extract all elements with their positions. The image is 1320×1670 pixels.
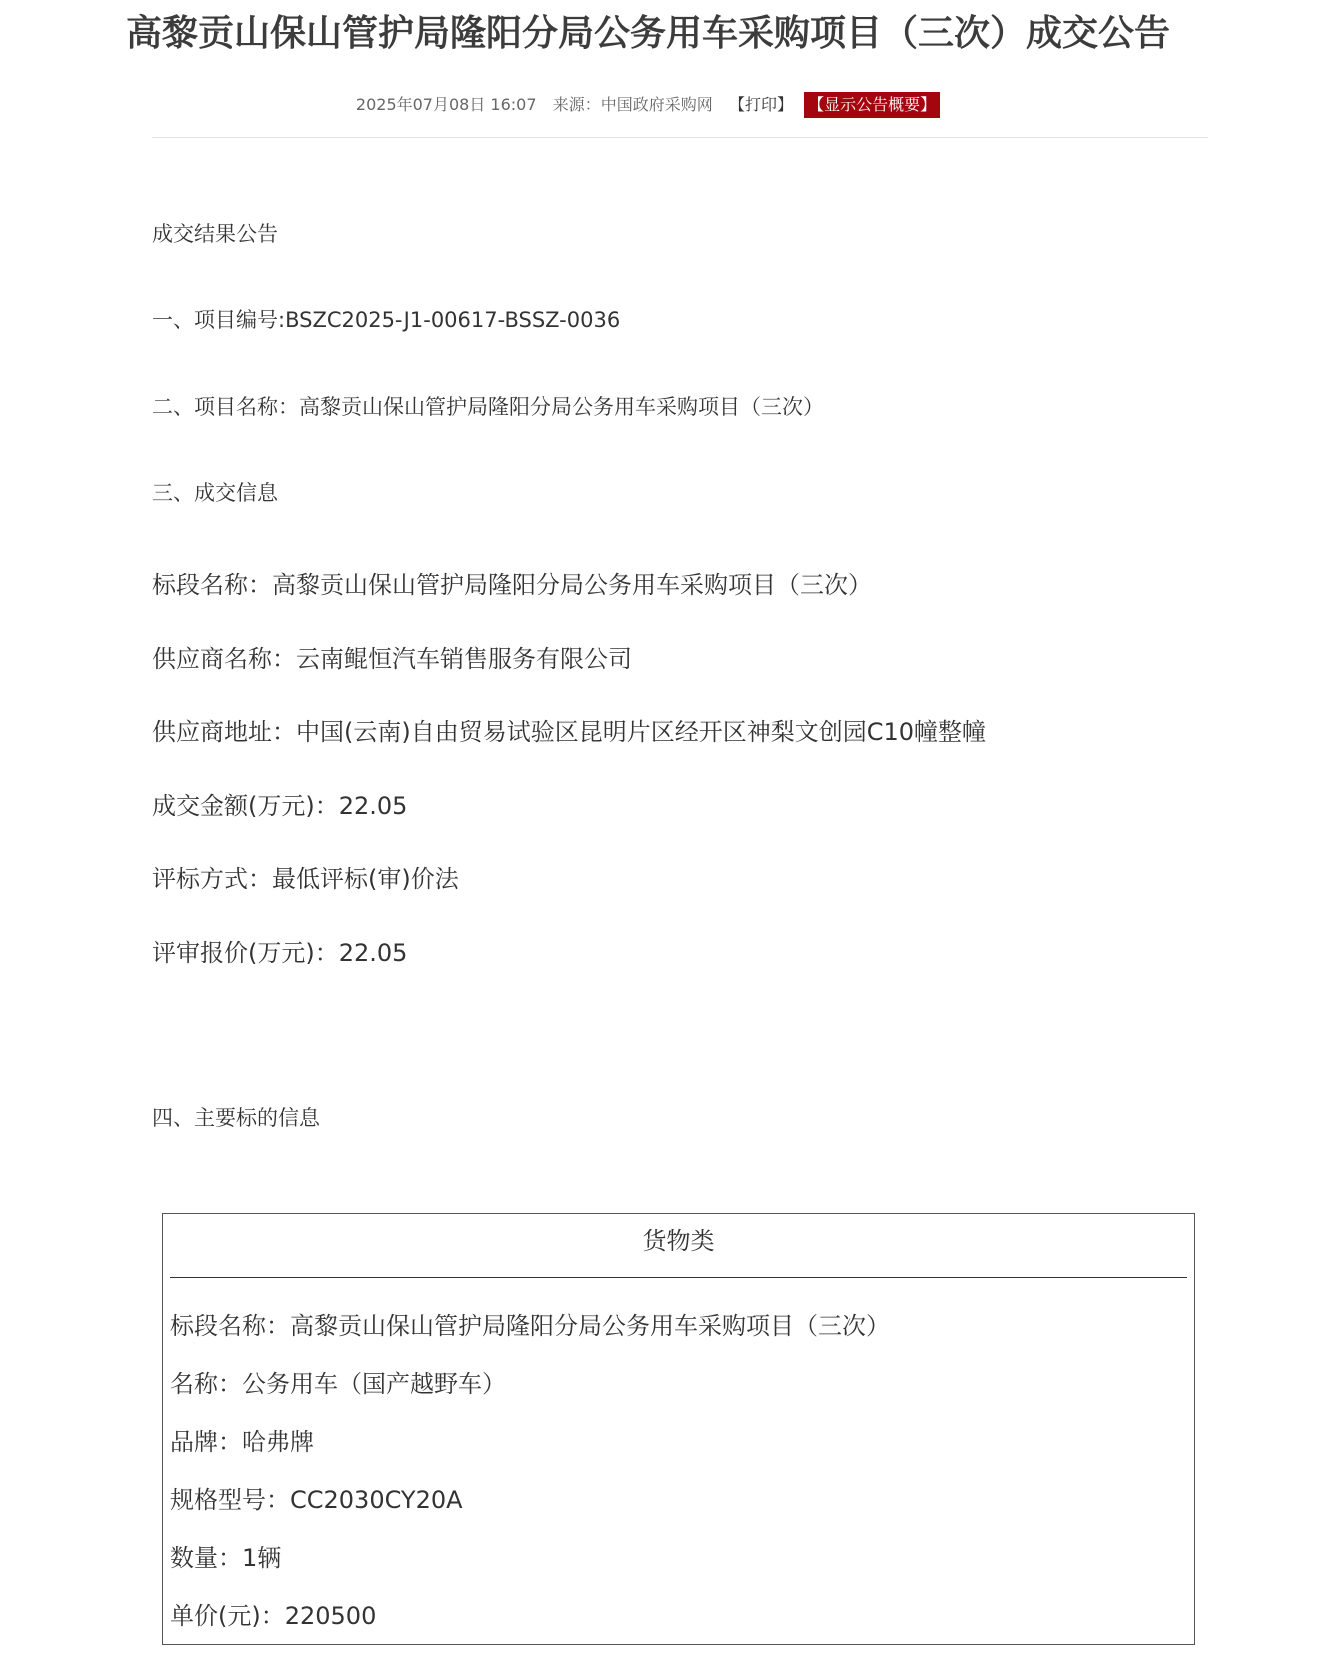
goods-table-header: 货物类 bbox=[642, 1227, 715, 1255]
goods-unit-price: 单价(元)：220500 bbox=[170, 1602, 377, 1630]
project-number: 一、项目编号:BSZC2025-J1-00617-BSSZ-0036 bbox=[152, 308, 621, 332]
source-name: 中国政府采购网 bbox=[600, 94, 713, 114]
header-divider bbox=[152, 137, 1208, 138]
result-heading: 成交结果公告 bbox=[152, 222, 278, 246]
goods-name: 名称：公务用车（国产越野车） bbox=[170, 1370, 506, 1398]
goods-model: 规格型号：CC2030CY20A bbox=[170, 1486, 463, 1514]
award-eval-method: 评标方式：最低评标(审)价法 bbox=[152, 865, 459, 893]
goods-header-rule bbox=[170, 1277, 1187, 1278]
page-title: 高黎贡山保山管护局隆阳分局公务用车采购项目（三次）成交公告 bbox=[125, 13, 1170, 54]
project-name: 二、项目名称：高黎贡山保山管护局隆阳分局公务用车采购项目（三次） bbox=[152, 395, 824, 419]
award-lot-name: 标段名称：高黎贡山保山管护局隆阳分局公务用车采购项目（三次） bbox=[152, 571, 872, 599]
award-supplier-name: 供应商名称：云南鲲恒汽车销售服务有限公司 bbox=[152, 645, 632, 673]
award-amount: 成交金额(万元)：22.05 bbox=[152, 792, 408, 820]
goods-table bbox=[162, 1213, 1195, 1645]
goods-brand: 品牌：哈弗牌 bbox=[170, 1428, 314, 1456]
goods-quantity: 数量：1辆 bbox=[170, 1544, 282, 1572]
publish-datetime: 2025年07月08日 16:07 bbox=[355, 94, 537, 114]
goods-lot-name: 标段名称：高黎贡山保山管护局隆阳分局公务用车采购项目（三次） bbox=[170, 1312, 890, 1340]
section-award-info: 三、成交信息 bbox=[152, 481, 278, 505]
source-label: 来源： bbox=[552, 94, 601, 114]
award-supplier-address: 供应商地址：中国(云南)自由贸易试验区昆明片区经开区神梨文创园C10幢整幢 bbox=[152, 718, 987, 746]
meta-bar bbox=[0, 90, 1296, 119]
section-main-items: 四、主要标的信息 bbox=[152, 1106, 320, 1130]
award-review-price: 评审报价(万元)：22.05 bbox=[152, 939, 408, 967]
show-summary-button[interactable]: 【显示公告概要】 bbox=[804, 92, 940, 118]
print-link[interactable]: 【打印】 bbox=[728, 94, 793, 114]
